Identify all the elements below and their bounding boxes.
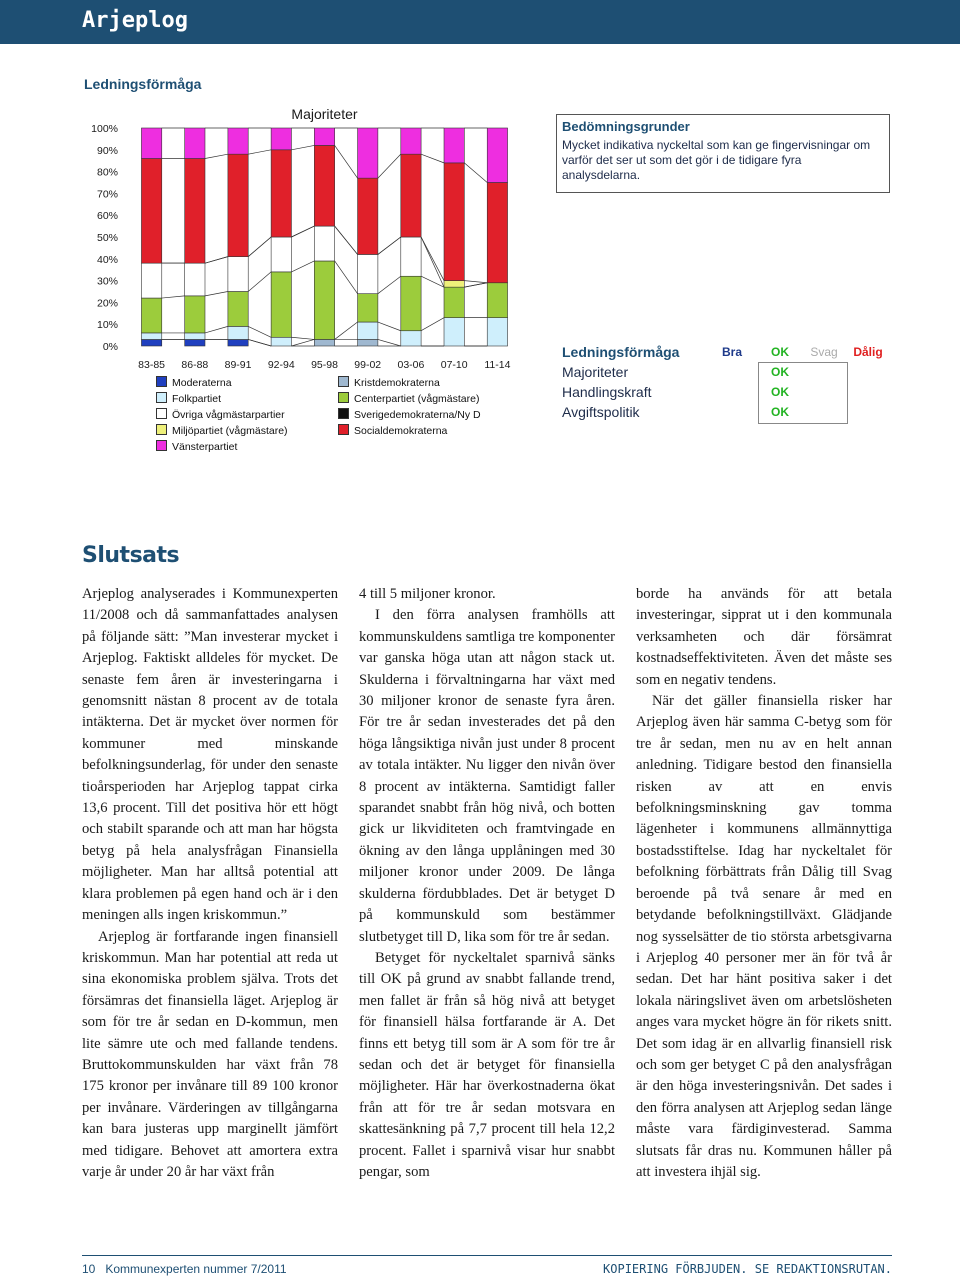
- chart-svg: [82, 100, 537, 370]
- series-connector: [248, 326, 271, 337]
- bar-segment: [271, 150, 291, 237]
- bar-segment: [228, 154, 248, 256]
- page-number: 10: [82, 1262, 96, 1276]
- paragraph: När det gäller finansiella risker har Arjeplog även här samma C-betyg som för tre år sedan, men nu av en helt annan anledning. Tidigare bestod den finansiella risken av att en envis befolkningsminskning gav tomma lägenheter i kommunens allmännyttiga bostadsstiftelse. Idag har nyckeltalet för befolkning förbättrats från Dålig till Svag beroende på två senare år med en betydande befolkningstillväxt. Glädjande nog sysselsätter de tio största arbetsgivarna i Arjeplog 40 personer mer än för två år sedan. Det har hänt positiva saker i det lokala näringslivet även om arbetslösheten anges vara mycket högre än för rikets snitt. Det som idag är en allvarlig finansiell risk och som ger betyget C på den analysfrågan är den höga investeringsnivån. Det sades i den förra analysen att Arjeplog sedan länge måste vara färdiginvesterad. Samma slutsats får dras nu. Kommunen håller på att investera ihjäl sig.: [636, 693, 892, 1180]
- y-tick-label: 50%: [96, 232, 118, 244]
- paragraph: I den förra analysen framhölls att kommunskuldens samtliga tre komponenter var ganska höga utan att någon stack ut. Skulderna i förvaltningarna har växt med 30 miljoner kronor de senaste fyra åren. För tre år sedan investerades det på den höga långsiktiga nivån just under 8 procent av totala intäkter. Nu ligger den nivån över 8 procent av intäkterna. Samtidigt faller sparandet snabbt från hög nivå, och botten gick ur likviditeten och framtvingade en ökning av den långa upplåningen med 30 miljoner kronor under 2009. De långa skulderna fördubblades. Det är betyget D på kommunskuld som bestämmer slutbetyget till D, lika som för tre år sedan.: [359, 607, 615, 945]
- legend-label: Centerpartiet (vågmästare): [354, 393, 480, 405]
- bar-segment: [271, 128, 291, 150]
- bar-segment: [401, 331, 421, 346]
- x-tick-label: 99-02: [354, 359, 382, 370]
- legend-item: [156, 424, 288, 438]
- bar-segment: [444, 287, 464, 318]
- rating-header: Ledningsförmåga: [562, 344, 680, 360]
- rating-row-label: Handlingskraft: [562, 384, 652, 400]
- legend-swatch: [156, 408, 167, 419]
- section-label: Ledningsförmåga: [84, 76, 202, 92]
- rating-column-dålig: Dålig: [853, 345, 883, 359]
- slutsats-heading: Slutsats: [82, 543, 180, 568]
- footer-left: [82, 1262, 287, 1276]
- series-connector: [421, 154, 444, 163]
- page-title: Arjeplog: [82, 8, 188, 33]
- series-connector: [205, 292, 228, 296]
- bar-segment: [185, 263, 205, 296]
- header-bar: [0, 0, 960, 44]
- bar-segment: [141, 339, 161, 346]
- x-tick-label: 95-98: [311, 359, 338, 370]
- legend-item: [156, 440, 237, 454]
- criteria-text: Mycket indikativa nyckeltal som kan ge fingervisningar om varför det ser ut som det gör i de tidigare fyra analysdelarna.: [562, 138, 871, 182]
- legend-swatch: [338, 424, 349, 435]
- rating-grid: [758, 362, 848, 424]
- bar-segment: [314, 261, 334, 339]
- bar-segment: [271, 337, 291, 346]
- bar-segment: [228, 339, 248, 346]
- bar-segment: [185, 128, 205, 159]
- bar-segment: [487, 128, 507, 183]
- paragraph: Arjeplog är fortfarande ingen finansiell kriskommun. Man har potential att reda ut sina ekonomiska problem själva. Trots det försämras det finansiella läget. Arjeplog är som för tre år sedan en D-kommun, men lite sämre ute och med fallande tendens. Bruttokommunskulden har växt från 78 175 kronor per invånare till 89 100 kronor per invånare. Värderingen av tillgångarna kan bara justeras upp marginellt jämfört med tidigare. Behovet att amortera extra varje år under 20 år har växt från: [82, 928, 338, 1180]
- paragraph: borde ha används för att betala investeringar, sipprat ut i den kommunala verksamheten och där försämrat kostnadseffektiviteten. Även det måste ses som en negativ tendens.: [636, 586, 892, 688]
- bar-segment: [185, 339, 205, 346]
- paragraph: Arjeplog analyserades i Kommunexperten 11/2008 och då sammanfattades analysen på följande sätt: ”Man investerar mycket i Arjeplog. Faktiskt alldeles för mycket. De senaste fem åren är investeringarna i genomsnitt nästan 8 procent av de totala intäkterna. Det är mycket över normen för kommuner med minskande befolkningsunderlag, för under den senaste tioårsperioden har Arjeplog tappat cirka 13,6 procent. Till det positiva hör ett högt och stabilt sparande och att man har högsta betyg på hela analysfrågan Finansiella möjligheter. Man har alltså potential att klara problemen på egen hand och är i den meningen alls ingen kriskommun.”: [82, 586, 338, 924]
- rating-row-value: OK: [771, 405, 789, 419]
- bar-segment: [444, 128, 464, 163]
- bar-segment: [401, 154, 421, 237]
- y-tick-label: 100%: [91, 123, 118, 135]
- series-connector: [421, 318, 444, 331]
- legend-label: Socialdemokraterna: [354, 425, 448, 437]
- bar-segment: [358, 254, 378, 293]
- series-connector: [378, 322, 401, 331]
- bar-segment: [228, 257, 248, 292]
- rating-row-value: OK: [771, 385, 789, 399]
- text-column-1: [82, 584, 338, 1183]
- criteria-title: Bedömningsgrunder: [562, 119, 690, 134]
- series-connector: [291, 337, 314, 339]
- legend-label: Vänsterpartiet: [172, 441, 238, 453]
- series-connector: [291, 261, 314, 272]
- series-connector: [464, 281, 487, 283]
- legend-label: Moderaterna: [172, 377, 232, 389]
- series-connector: [335, 322, 358, 339]
- series-connector: [378, 237, 401, 254]
- y-tick-label: 30%: [96, 275, 118, 288]
- y-tick-label: 20%: [96, 297, 118, 310]
- series-connector: [421, 276, 444, 287]
- series-connector: [464, 163, 487, 183]
- bar-segment: [141, 333, 161, 340]
- bar-segment: [228, 292, 248, 327]
- bar-segment: [487, 283, 507, 318]
- bar-segment: [358, 178, 378, 254]
- bar-segment: [358, 294, 378, 322]
- bar-segment: [487, 183, 507, 283]
- y-tick-label: 70%: [96, 188, 118, 201]
- bar-segment: [358, 339, 378, 346]
- legend-item: [338, 408, 481, 422]
- rating-row-label: Avgiftspolitik: [562, 404, 640, 420]
- legend-item: [338, 376, 440, 390]
- legend-item: [338, 424, 447, 438]
- legend-item: [338, 392, 479, 406]
- rating-column-ok: OK: [771, 345, 789, 359]
- series-connector: [464, 283, 487, 287]
- chart-legend: [152, 376, 532, 460]
- legend-swatch: [338, 408, 349, 419]
- x-tick-label: 86-88: [181, 359, 209, 370]
- rating-column-bra: Bra: [721, 345, 742, 359]
- bar-segment: [358, 128, 378, 178]
- legend-item: [156, 408, 285, 422]
- series-connector: [205, 257, 228, 264]
- bar-segment: [271, 237, 291, 272]
- legend-label: Övriga vågmästarpartier: [172, 409, 285, 421]
- series-connector: [291, 226, 314, 237]
- legend-swatch: [338, 392, 349, 403]
- rating-column-svag: Svag: [810, 345, 838, 359]
- legend-swatch: [156, 424, 167, 435]
- x-tick-label: 07-10: [440, 359, 468, 370]
- bar-segment: [185, 333, 205, 340]
- series-connector: [335, 261, 358, 294]
- series-connector: [162, 296, 185, 298]
- legend-label: Miljöpartiet (vågmästare): [172, 425, 288, 437]
- legend-swatch: [156, 392, 167, 403]
- paragraph: Betyget för nyckeltalet sparnivå sänks till OK på grund av snabbt fallande trend, men fallet är från så hög nivå att betyget för finansiell hälsa fortfarande är A. Det finns ett betyg till som är A som för tre år sedan och det är betyget för finansiella möjligheter. Här har överkostnaderna ökat från att för tre år sedan motsvara en skattesänkning på 7,7 procent till hela 12,2 procent. Fallet i sparnivå visar hur snabbt pengar, som: [359, 949, 615, 1180]
- y-tick-label: 40%: [96, 253, 118, 266]
- bar-segment: [401, 237, 421, 276]
- series-connector: [291, 145, 314, 149]
- series-connector: [421, 237, 444, 281]
- x-tick-label: 92-94: [267, 359, 295, 370]
- bar-segment: [314, 145, 334, 226]
- series-connector: [378, 276, 401, 293]
- footer-divider: [82, 1255, 892, 1256]
- bar-segment: [141, 298, 161, 333]
- series-connector: [421, 237, 444, 287]
- legend-swatch: [156, 376, 167, 387]
- text-column-3: [636, 584, 892, 1183]
- bar-segment: [487, 318, 507, 346]
- bar-segment: [314, 226, 334, 261]
- criteria-box: [556, 114, 890, 193]
- bar-segment: [401, 276, 421, 331]
- majoriteter-chart: [82, 100, 537, 460]
- bar-segment: [141, 263, 161, 298]
- series-connector: [205, 326, 228, 333]
- rating-row-value: OK: [771, 365, 789, 379]
- x-tick-label: 83-85: [138, 359, 166, 370]
- series-connector: [378, 154, 401, 178]
- series-connector: [291, 339, 314, 346]
- bar-segment: [314, 339, 334, 346]
- legend-item: [156, 392, 221, 406]
- series-connector: [335, 226, 358, 254]
- bar-segment: [444, 281, 464, 288]
- legend-label: Kristdemokraterna: [354, 377, 440, 389]
- series-connector: [248, 272, 271, 292]
- series-connector: [248, 339, 271, 346]
- y-tick-label: 80%: [96, 166, 118, 179]
- series-connector: [205, 154, 228, 158]
- legend-swatch: [156, 440, 167, 451]
- legend-swatch: [338, 376, 349, 387]
- bar-segment: [228, 128, 248, 154]
- legend-label: Sverigedemokraterna/Ny D: [354, 409, 481, 421]
- bar-segment: [141, 159, 161, 264]
- x-tick-label: 89-91: [224, 359, 252, 370]
- y-tick-label: 0%: [102, 341, 118, 353]
- series-connector: [248, 237, 271, 257]
- legend-item: [156, 376, 232, 390]
- rating-row-label: Majoriteter: [562, 364, 629, 380]
- bar-segment: [444, 163, 464, 281]
- paragraph: 4 till 5 miljoner kronor.: [359, 586, 496, 602]
- legend-label: Folkpartiet: [172, 393, 222, 405]
- series-connector: [335, 145, 358, 178]
- footer-copyright: KOPIERING FÖRBJUDEN. SE REDAKTIONSRUTAN.: [603, 1262, 892, 1276]
- chart-title: Majoriteter: [291, 106, 358, 122]
- bar-segment: [444, 318, 464, 346]
- x-tick-label: 03-06: [397, 359, 425, 370]
- y-tick-label: 10%: [96, 319, 118, 332]
- bar-segment: [271, 272, 291, 337]
- bar-segment: [185, 296, 205, 333]
- series-connector: [378, 339, 401, 346]
- y-tick-label: 60%: [96, 210, 118, 223]
- bar-segment: [228, 326, 248, 339]
- bar-segment: [401, 128, 421, 154]
- bar-segment: [185, 159, 205, 264]
- x-tick-label: 11-14: [484, 359, 511, 370]
- bar-segment: [358, 322, 378, 339]
- text-column-2: [359, 584, 615, 1183]
- bar-segment: [314, 128, 334, 145]
- series-connector: [248, 150, 271, 154]
- bar-segment: [141, 128, 161, 159]
- y-tick-label: 90%: [96, 144, 118, 157]
- magazine-issue: Kommunexperten nummer 7/2011: [105, 1262, 287, 1276]
